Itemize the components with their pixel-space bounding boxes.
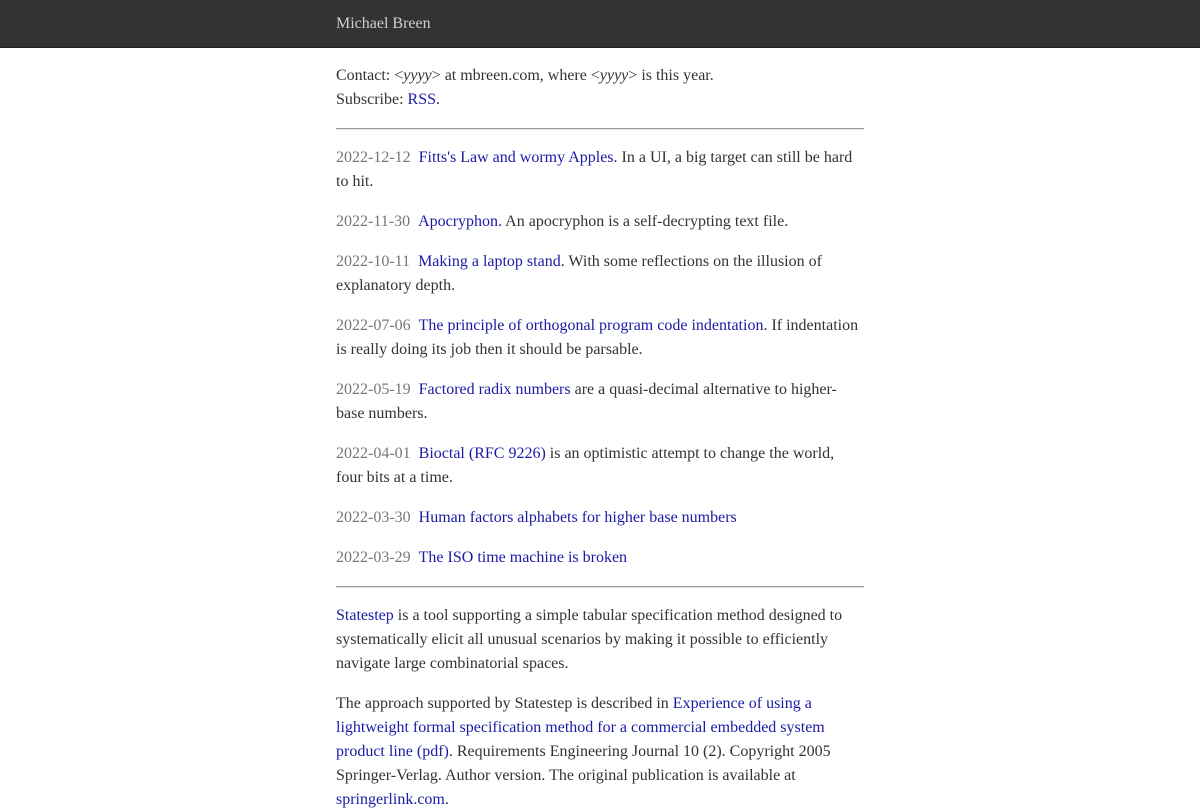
- contact-lt: <: [394, 67, 404, 84]
- rss-link[interactable]: RSS: [407, 91, 437, 108]
- divider-bottom: [336, 586, 864, 588]
- post-item: [336, 250, 864, 298]
- statestep-text: is a tool supporting a simple tabular specification method designed to systematically elicit all unusual scenarios by making it possible to efficiently navigate large combinatorial spaces.: [336, 607, 843, 672]
- subscribe-end: .: [436, 91, 441, 108]
- post-desc: is an optimistic attempt to change the world, four bits at a time.: [336, 445, 835, 486]
- post-date: 2022-11-30: [336, 213, 411, 230]
- contact-label: Contact:: [336, 67, 395, 84]
- approach-text-3: .: [444, 791, 449, 808]
- contact-gt-2: >: [628, 67, 638, 84]
- post-link[interactable]: Bioctal (RFC 9226): [418, 445, 546, 462]
- post-item: [336, 146, 864, 194]
- contact-end: is this year.: [637, 67, 714, 84]
- top-bar-inner: [336, 0, 864, 36]
- subscribe-line: [336, 88, 864, 112]
- post-date: 2022-07-06: [336, 317, 411, 334]
- post-date: 2022-04-01: [336, 445, 411, 462]
- paper-pdf-link[interactable]: Experience of using a lightweight formal specification method for a commercial embedded system product line (pdf): [336, 695, 825, 760]
- statestep-paragraph: [336, 604, 864, 676]
- post-item: [336, 442, 864, 490]
- statestep-link[interactable]: Statestep: [336, 607, 394, 624]
- post-link[interactable]: Apocryphon: [418, 213, 499, 230]
- contact-gt: >: [431, 67, 441, 84]
- post-link[interactable]: Making a laptop stand: [418, 253, 561, 270]
- divider-top: [336, 128, 864, 130]
- post-desc: . If indentation is really doing its job then it should be parsable.: [336, 317, 859, 358]
- post-item: [336, 506, 864, 530]
- post-desc: . In a UI, a big target can still be hard to hit.: [336, 149, 853, 190]
- post-date: 2022-10-11: [336, 253, 411, 270]
- post-item: [336, 378, 864, 426]
- contact-var: yyyy: [403, 67, 432, 84]
- post-desc: are a quasi-decimal alternative to higher-base numbers.: [336, 381, 837, 422]
- post-item: [336, 546, 864, 570]
- post-date: 2022-05-19: [336, 381, 411, 398]
- post-link[interactable]: Fitts's Law and wormy Apples: [418, 149, 614, 166]
- post-date: 2022-03-29: [336, 549, 411, 566]
- subscribe-label: Subscribe:: [336, 91, 408, 108]
- contact-line: [336, 64, 864, 88]
- post-link[interactable]: The ISO time machine is broken: [418, 549, 628, 566]
- approach-paragraph: [336, 692, 864, 812]
- approach-text-2: . Requirements Engineering Journal 10 (2). Copyright 2005 Springer-Verlag. Author version. The original publication is available at: [336, 743, 831, 784]
- post-desc: . An apocryphon is a self-decrypting text file.: [498, 213, 789, 230]
- top-bar: [0, 0, 1200, 48]
- contact-lt-2: <: [590, 67, 600, 84]
- post-item: [336, 210, 864, 234]
- post-link[interactable]: The principle of orthogonal program code indentation: [418, 317, 764, 334]
- post-date: 2022-03-30: [336, 509, 411, 526]
- approach-text-1: The approach supported by Statestep is described in: [336, 695, 673, 712]
- post-link[interactable]: Human factors alphabets for higher base numbers: [418, 509, 737, 526]
- springerlink-link[interactable]: springerlink.com: [336, 791, 445, 808]
- site-title[interactable]: Michael Breen: [336, 15, 431, 32]
- post-list: [336, 146, 864, 570]
- post-desc: . With some reflections on the illusion of explanatory depth.: [336, 253, 822, 294]
- contact-var-2: yyyy: [599, 67, 629, 84]
- main-content: [336, 48, 864, 812]
- post-date: 2022-12-12: [336, 149, 411, 166]
- post-link[interactable]: Factored radix numbers: [418, 381, 571, 398]
- post-item: [336, 314, 864, 362]
- contact-middle: at mbreen.com, where: [440, 67, 591, 84]
